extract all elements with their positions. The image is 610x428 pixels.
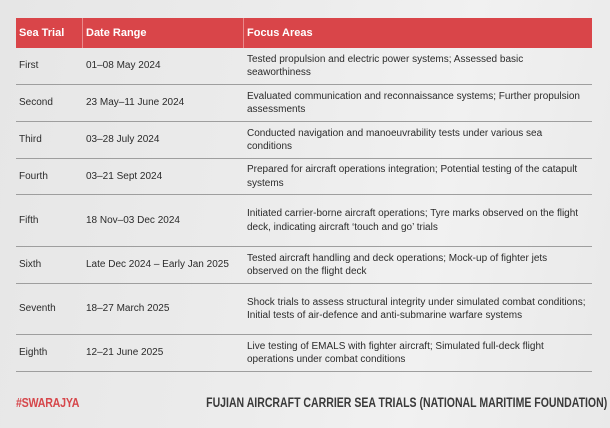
header-date-range: Date Range [82, 18, 243, 48]
cell-trial: Seventh [19, 303, 56, 315]
cell-dates: 03–28 July 2024 [86, 134, 160, 146]
cell-focus: Prepared for aircraft operations integration; Potential testing of the catapult systems [247, 164, 578, 189]
cell-dates: 18–27 March 2025 [86, 303, 170, 315]
cell-focus: Tested aircraft handling and deck operations; Mock-up of fighter jets observed on the flight deck [247, 252, 548, 277]
header-sea-trial: Sea Trial [19, 27, 65, 39]
table-row [16, 247, 592, 284]
cell-focus: Initiated carrier-borne aircraft operations; Tyre marks observed on the flight deck, indicating aircraft ‘touch and go’ trials [247, 208, 579, 233]
cell-trial: Eighth [19, 347, 48, 359]
cell-trial: Second [19, 97, 53, 109]
cell-focus: Evaluated communication and reconnaissance systems; Further propulsion assessments [247, 90, 580, 115]
cell-focus: Tested propulsion and electric power systems; Assessed basic seaworthiness [247, 53, 524, 78]
table-row [16, 284, 592, 335]
cell-dates: Late Dec 2024 – Early Jan 2025 [86, 259, 229, 271]
footer-title: FUJIAN AIRCRAFT CARRIER SEA TRIALS (NATIONAL MARITIME FOUNDATION) [206, 394, 608, 410]
cell-trial: Fifth [19, 214, 39, 226]
table-row [16, 48, 592, 85]
brand-logo: #SWARAJYA [16, 394, 80, 410]
sea-trials-table [16, 18, 592, 372]
table-row [16, 122, 592, 159]
cell-focus: Live testing of EMALS with fighter aircraft; Simulated full-deck flight operations under combat conditions [247, 340, 544, 365]
cell-dates: 18 Nov–03 Dec 2024 [86, 214, 180, 226]
cell-dates: 01–08 May 2024 [86, 60, 161, 72]
table-row [16, 159, 592, 195]
footer [16, 392, 608, 412]
cell-dates: 23 May–11 June 2024 [86, 97, 185, 109]
cell-focus: Conducted navigation and manoeuvrability tests under various sea conditions [247, 127, 543, 152]
cell-dates: 03–21 Sept 2024 [86, 170, 163, 182]
table-row [16, 85, 592, 122]
cell-trial: Sixth [19, 259, 42, 271]
table-row [16, 335, 592, 372]
cell-focus: Shock trials to assess structural integrity under simulated combat conditions; Initial tests of air-defence and anti-submarine warfare systems [247, 296, 586, 321]
table-header [16, 18, 592, 48]
cell-trial: Fourth [19, 170, 48, 182]
cell-trial: First [19, 60, 39, 72]
header-focus-areas: Focus Areas [243, 18, 592, 48]
cell-trial: Third [19, 134, 42, 146]
table-row [16, 195, 592, 247]
cell-dates: 12–21 June 2025 [86, 347, 164, 359]
